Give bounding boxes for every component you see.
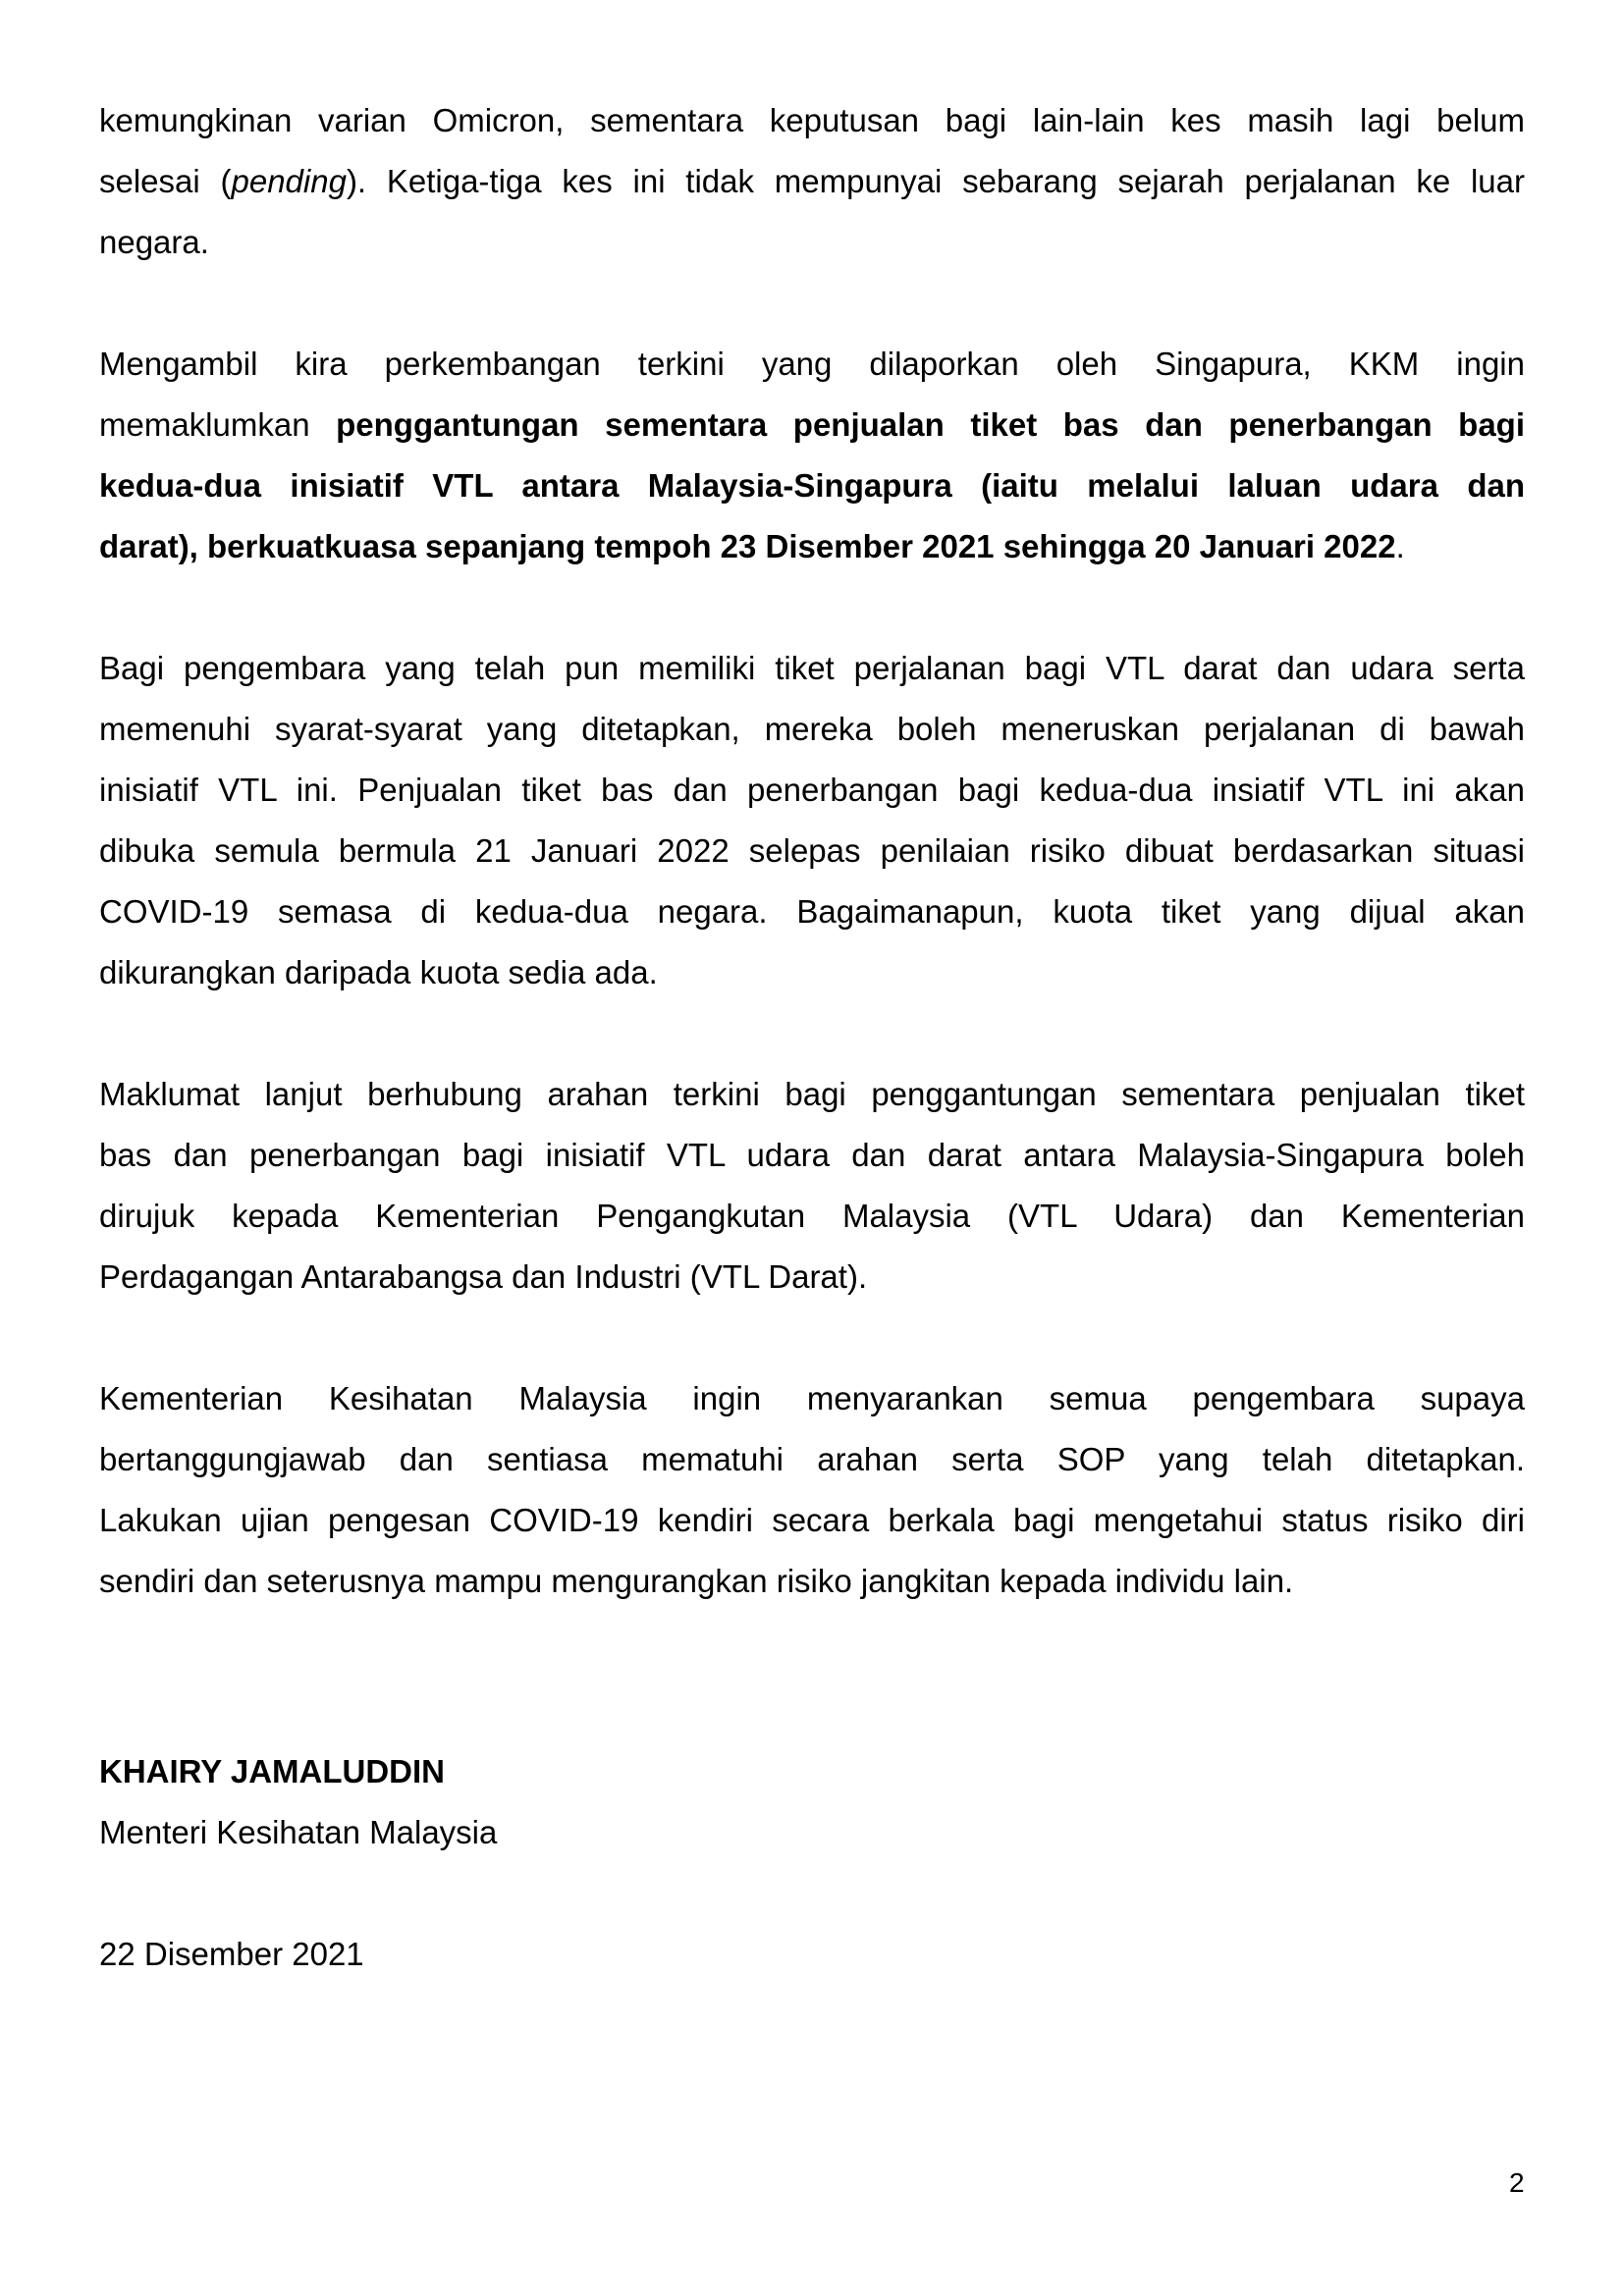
paragraph — [99, 1064, 1525, 1308]
paragraph — [99, 90, 1525, 273]
text-line — [99, 151, 1525, 212]
text-run: selesai ( — [99, 163, 232, 199]
text-run: sendiri dan seterusnya mampu mengurangkan risiko jangkitan kepada individu lain. — [99, 1563, 1294, 1599]
text-line — [99, 1429, 1525, 1490]
signatory-title: Menteri Kesihatan Malaysia — [99, 1814, 498, 1850]
text-line — [99, 638, 1525, 699]
paragraph — [99, 1368, 1525, 1612]
text-run: . — [1395, 528, 1405, 564]
document-body — [99, 90, 1525, 1673]
bold-text: darat), berkuatkuasa sepanjang tempoh 23 Disember 2021 sehingga 20 Januari 2022 — [99, 528, 1396, 564]
text-line — [99, 516, 1525, 577]
text-run: Maklumat lanjut berhubung arahan terkini bagi penggantungan sementara penjualan tiket — [99, 1076, 1525, 1112]
text-line — [99, 334, 1525, 395]
text-run: Perdagangan Antarabangsa dan Industri (VTL Darat). — [99, 1258, 868, 1295]
text-line — [99, 1368, 1525, 1429]
text-run: Mengambil kira perkembangan terkini yang dilaporkan oleh Singapura, KKM ingin — [99, 346, 1525, 382]
text-line — [99, 1247, 1525, 1308]
text-run: memaklumkan — [99, 406, 337, 443]
text-line — [99, 1551, 1525, 1612]
text-run: dikurangkan daripada kuota sedia ada. — [99, 954, 658, 990]
text-line — [99, 212, 1525, 273]
paragraph — [99, 638, 1525, 1003]
text-run: memenuhi syarat-syarat yang ditetapkan, mereka boleh meneruskan perjalanan di bawah — [99, 711, 1525, 747]
text-run: inisiatif VTL ini. Penjualan tiket bas dan penerbangan bagi kedua-dua insiatif VTL ini akan — [99, 772, 1525, 808]
text-run: Lakukan ujian pengesan COVID-19 kendiri secara berkala bagi mengetahui status risiko diri — [99, 1502, 1525, 1538]
text-line — [99, 90, 1525, 151]
paragraph — [99, 334, 1525, 577]
bold-text: kedua-dua inisiatif VTL antara Malaysia-Singapura (iaitu melalui laluan udara dan — [99, 467, 1525, 504]
text-line — [99, 455, 1525, 516]
signatory-name: KHAIRY JAMALUDDIN — [99, 1753, 446, 1789]
text-line — [99, 760, 1525, 821]
text-run: COVID-19 semasa di kedua-dua negara. Bagaimanapun, kuota tiket yang dijual akan — [99, 893, 1525, 930]
text-run: bertanggungjawab dan sentiasa mematuhi arahan serta SOP yang telah ditetapkan. — [99, 1441, 1525, 1477]
text-run: Kementerian Kesihatan Malaysia ingin menyarankan semua pengembara supaya — [99, 1380, 1525, 1416]
signature-block — [99, 1741, 497, 1863]
page-number: 2 — [1509, 2167, 1525, 2198]
text-line — [99, 1490, 1525, 1551]
text-run: dirujuk kepada Kementerian Pengangkutan Malaysia (VTL Udara) dan Kementerian — [99, 1198, 1525, 1234]
text-run: bas dan penerbangan bagi inisiatif VTL udara dan darat antara Malaysia-Singapura boleh — [99, 1137, 1525, 1173]
text-line — [99, 1186, 1525, 1247]
text-line — [99, 942, 1525, 1003]
text-line — [99, 1125, 1525, 1186]
text-line — [99, 881, 1525, 942]
text-run: ). Ketiga-tiga kes ini tidak mempunyai sebarang sejarah perjalanan ke luar — [346, 163, 1525, 199]
text-run: dibuka semula bermula 21 Januari 2022 selepas penilaian risiko dibuat berdasarkan situasi — [99, 832, 1525, 869]
text-line — [99, 699, 1525, 760]
text-line — [99, 395, 1525, 455]
italic-text: pending — [231, 163, 347, 199]
text-run: negara. — [99, 224, 209, 260]
text-line — [99, 821, 1525, 881]
text-run: Bagi pengembara yang telah pun memiliki tiket perjalanan bagi VTL darat dan udara serta — [99, 650, 1525, 686]
text-line — [99, 1064, 1525, 1125]
bold-text: penggantungan sementara penjualan tiket bas dan penerbangan bagi — [336, 406, 1525, 443]
document-date: 22 Disember 2021 — [99, 1936, 364, 1972]
text-run: kemungkinan varian Omicron, sementara keputusan bagi lain-lain kes masih lagi belum — [99, 102, 1525, 138]
